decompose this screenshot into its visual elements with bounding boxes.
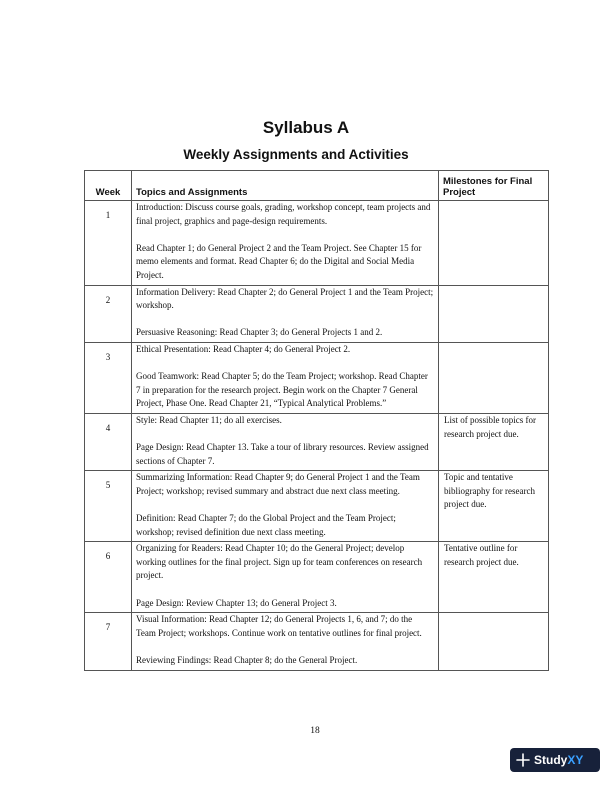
table-row — [85, 201, 549, 286]
topic-paragraph: Read Chapter 1; do General Project 2 and the Team Project. See Chapter 15 for memo elements and format. Read Chapter 6; do the Digital and Social Media Project. — [136, 242, 422, 280]
table-row — [85, 613, 549, 670]
week-number: 2 — [85, 285, 132, 342]
topics-cell — [132, 201, 439, 286]
plus-sparkle-icon — [516, 753, 530, 767]
milestone-cell: Topic and tentative bibliography for research project due. — [439, 471, 549, 542]
topic-paragraph: Visual Information: Read Chapter 12; do General Projects 1, 6, and 7; do the Team Project; workshops. Continue work on tentative outlines for final project. — [136, 614, 422, 638]
table-header-row — [85, 171, 549, 201]
header-milestones: Milestones for Final Project — [439, 171, 549, 201]
topic-paragraph: Page Design: Read Chapter 13. Take a tour of library resources. Review assigned sections of Chapter 7. — [136, 442, 429, 466]
topics-cell — [132, 413, 439, 470]
syllabus-table — [84, 170, 549, 671]
topic-paragraph: Organizing for Readers: Read Chapter 10; do the General Project; develop working outlines for the final project. Sign up for team conferences on research project. — [136, 543, 423, 581]
topics-cell — [132, 285, 439, 342]
header-topics: Topics and Assignments — [132, 171, 439, 201]
topics-cell — [132, 471, 439, 542]
milestone-cell — [439, 285, 549, 342]
topics-cell — [132, 613, 439, 670]
brand-name: StudyXY — [534, 753, 584, 767]
milestone-cell — [439, 342, 549, 413]
topic-paragraph: Persuasive Reasoning: Read Chapter 3; do General Projects 1 and 2. — [136, 327, 383, 338]
page-title: Syllabus A — [262, 118, 350, 137]
table-row — [85, 471, 549, 542]
table-row — [85, 342, 549, 413]
milestone-cell: Tentative outline for research project due. — [439, 542, 549, 613]
studyxy-badge[interactable] — [510, 748, 600, 772]
week-number: 7 — [85, 613, 132, 670]
topic-paragraph: Reviewing Findings: Read Chapter 8; do the General Project. — [136, 655, 358, 665]
topic-paragraph: Information Delivery: Read Chapter 2; do General Project 1 and the Team Project; workshop. — [136, 286, 434, 311]
topic-paragraph: Page Design: Review Chapter 13; do General Project 3. — [136, 597, 337, 608]
table-row — [85, 413, 549, 470]
week-number: 3 — [85, 342, 132, 413]
topic-paragraph: Definition: Read Chapter 7; do the Global Project and the Team Project; workshop; revised definition due next class meeting. — [136, 513, 396, 537]
page-number: 18 — [310, 726, 320, 736]
topic-paragraph: Good Teamwork: Read Chapter 5; do the Team Project; workshop. Read Chapter 7 in preparation for the research project. Begin work on the Chapter 7 General Project, Phase One. Read Chapter 21, “Typical Analytical Problems.” — [136, 371, 428, 409]
header-week: Week — [85, 171, 132, 201]
milestone-cell — [439, 201, 549, 286]
week-number: 4 — [85, 413, 132, 470]
page-subtitle: Weekly Assignments and Activities — [183, 147, 409, 162]
topics-cell — [132, 342, 439, 413]
milestone-cell: List of possible topics for research project due. — [439, 413, 549, 470]
table-row — [85, 542, 549, 613]
milestone-cell — [439, 613, 549, 670]
topics-cell — [132, 542, 439, 613]
topic-paragraph: Introduction: Discuss course goals, grading, workshop concept, team projects and final project, graphics and page-design requirements. — [136, 202, 431, 226]
topic-paragraph: Style: Read Chapter 11; do all exercises. — [136, 414, 282, 425]
week-number: 1 — [85, 201, 132, 286]
topic-paragraph: Ethical Presentation: Read Chapter 4; do General Project 2. — [136, 343, 351, 354]
topic-paragraph: Summarizing Information: Read Chapter 9; do General Project 1 and the Team Project; workshop; revised summary and abstract due next class meeting. — [136, 472, 420, 496]
week-number: 6 — [85, 542, 132, 613]
table-row — [85, 285, 549, 342]
week-number: 5 — [85, 471, 132, 542]
